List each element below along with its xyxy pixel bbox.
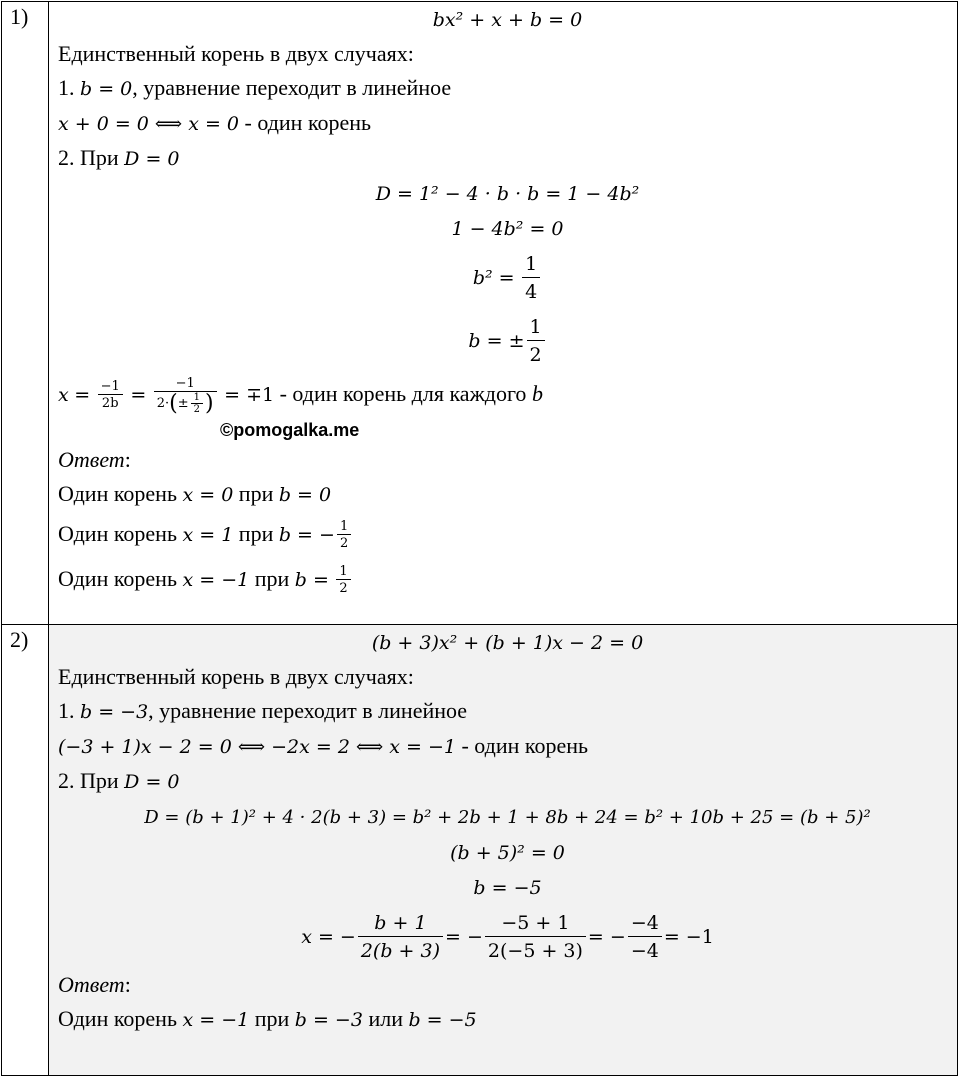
discriminant: D = (b + 1)² + 4 · 2(b + 3) = b² + 2b + 1 + 8b + 24 = b² + 10b + 25 = (b + 5)² [144, 807, 871, 828]
fraction: $\frac{-1}{2b}$ [98, 379, 123, 412]
case-1-equation: (−3 + 1)x − 2 = 0 ⟺ −2x = 2 ⟺ x = −1 - один корень [58, 733, 589, 758]
problem-row-2 [2, 625, 958, 1076]
b-value: b = −5 [473, 877, 542, 899]
solution-table [1, 1, 958, 1076]
b-value: b = ± $\frac{1}{2}$ [58, 309, 957, 372]
fraction: $\frac{1}{2}$ [336, 564, 350, 597]
equation: (b + 3)x² + (b + 1)x − 2 = 0 [371, 632, 644, 654]
intro-text: Единственный корень в двух случаях: [58, 41, 414, 66]
discriminant-zero: 1 − 4b² = 0 [451, 218, 564, 240]
problem-number: 1) [2, 2, 49, 625]
equation: bx² + x + b = 0 [432, 9, 583, 31]
fraction: $\frac{-4}{-4}$ [628, 910, 662, 965]
problem-body [49, 625, 958, 1076]
answer-line: Один корень x = 1 при b = − $\frac{1}{2}$ [58, 512, 957, 557]
answer-line: Один корень x = −1 при b = $\frac{1}{2}$ [58, 557, 957, 602]
fraction: $\frac{b + 1}{2(b + 3)}$ [358, 910, 443, 965]
fraction: $\frac{1}{2}$ [337, 519, 351, 552]
case-1: 1. b = 0, уравнение переходит в линейное [58, 75, 452, 100]
fraction: $\frac{1}{4}$ [522, 251, 540, 306]
fraction: −1 2·(± $\frac{1}{2}$ ) [154, 376, 217, 415]
discriminant-zero: (b + 5)² = 0 [450, 842, 565, 864]
discriminant: D = 1² − 4 · b · b = 1 − 4b² [375, 183, 640, 205]
intro-text: Единственный корень в двух случаях: [58, 664, 414, 689]
problem-number: 2) [2, 625, 49, 1076]
x-formula: x = $\frac{-1}{2b}$ = −1 2·(± $\frac{1}{2}$ ) = ∓1 - один корень для каждого b [58, 376, 543, 417]
fraction: $\frac{-5 + 1}{2(-5 + 3)}$ [485, 910, 586, 965]
problem-row-1 [2, 2, 958, 625]
answer-label: Ответ: [58, 447, 131, 472]
b-squared: b² = $\frac{1}{4}$ [58, 246, 957, 309]
answer-line: Один корень x = 0 при b = 0 [58, 481, 332, 506]
watermark: ©pomogalka.me [220, 420, 360, 440]
fraction: $\frac{1}{2}$ [527, 314, 545, 369]
case-2: 2. При D = 0 [58, 768, 180, 793]
answer-line: Один корень x = −1 при b = −3 или b = −5 [58, 1006, 477, 1031]
case-1: 1. b = −3, уравнение переходит в линейное [58, 698, 468, 723]
case-1-equation: x + 0 = 0 ⟺ x = 0 - один корень [58, 110, 372, 135]
case-2: 2. При D = 0 [58, 145, 180, 170]
problem-body [49, 2, 958, 625]
x-formula: x = − $\frac{b + 1}{2(b + 3)}$ = − $\frac{-5 + 1}{2(-5 + 3)}$ = − $\frac{-4}{-4}$ = −1 [58, 905, 957, 968]
answer-label: Ответ: [58, 972, 131, 997]
